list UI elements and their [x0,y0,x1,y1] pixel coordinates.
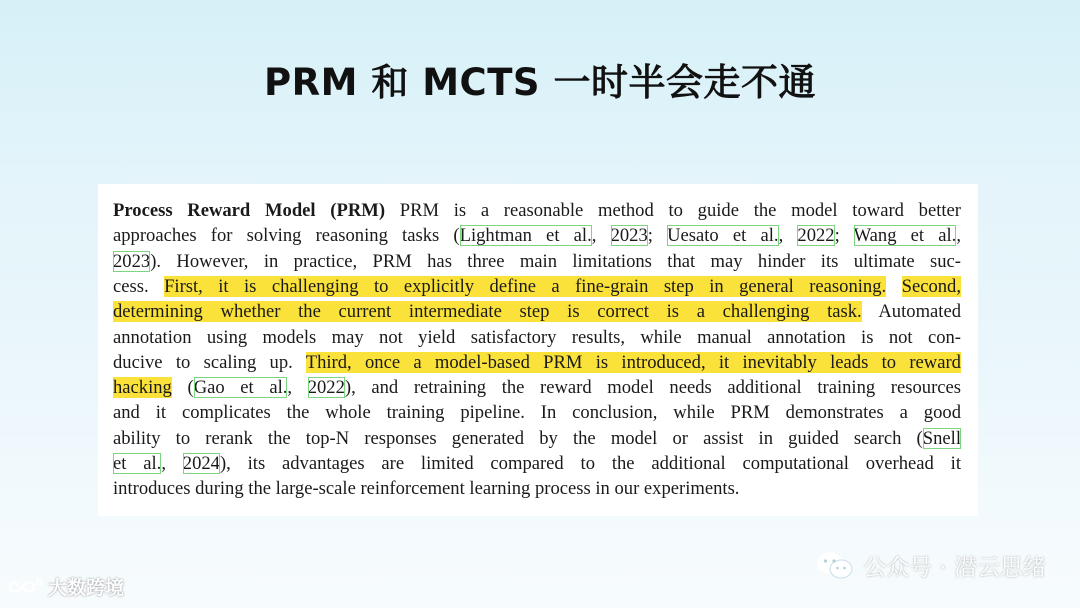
watermark-left [8,573,124,600]
body-text: , [956,225,961,247]
citation-link[interactable]: Uesato et al. [667,225,779,247]
citation-link[interactable]: 2022 [797,225,835,247]
highlighted-text: hacking [113,377,172,399]
infinity-logo-icon [8,576,44,598]
body-text: , [161,453,183,474]
wechat-icon [815,550,855,582]
excerpt-line [113,325,961,350]
excerpt-line [113,249,961,274]
citation-link[interactable]: Lightman et al. [459,225,592,247]
paragraph-heading: Process Reward Model (PRM) [113,200,386,221]
body-text: ability to rerank the top-N responses generated by the model or assist in guided search ( [113,427,923,449]
body-text: annotation using models may not yield satisfactory results, while manual annotation is not con- [113,326,961,348]
paper-excerpt [98,184,978,516]
body-text: ; [834,225,854,247]
body-text: ; [647,225,668,247]
body-text: ), its advantages are limited compared to the additional computational overhead it [219,453,961,474]
excerpt-line [113,350,961,375]
highlighted-text: Third, once a model-based PRM is introduced, it inevitably leads to reward [305,351,961,373]
excerpt-line [113,426,961,451]
excerpt-line [113,375,961,400]
citation-link[interactable]: Snell [922,427,961,449]
citation-link[interactable]: 2022 [307,377,345,399]
citation-link[interactable]: et al. [113,453,162,474]
body-text: ), and retraining the reward model needs additional training resources [344,377,962,399]
citation-link[interactable]: Gao et al. [193,377,288,399]
excerpt-line [113,274,961,299]
watermark-left-text: 大数跨境 [48,577,125,599]
slide-title: PRM 和 MCTS 一时半会走不通 [264,61,816,104]
watermark-right [815,549,1046,582]
highlighted-text: determining whether the current intermediate step is correct is a challenging task. [113,301,862,323]
watermark-right-text: 公众号 · 潜云思绪 [863,555,1046,581]
body-text: ( [171,377,194,399]
body-text: approaches for solving reasoning tasks ( [113,225,460,247]
excerpt-line [113,451,961,476]
body-text: and it complicates the whole training pipeline. In conclusion, while PRM demonstrates a good [113,402,961,424]
highlighted-text: First, it is challenging to explicitly define a fine-grain step in general reasoning. [164,275,887,297]
body-text [886,276,901,297]
body-text: ). However, in practice, PRM has three main limitations that may hinder its ultimate suc- [150,250,961,272]
excerpt-line [113,400,961,425]
body-text: , [778,225,798,247]
citation-link[interactable]: 2023 [113,250,151,272]
body-text: PRM is a reasonable method to guide the model toward better [385,200,961,221]
body-text: cess. [113,275,165,297]
citation-link[interactable]: Wang et al. [853,225,957,247]
body-text: Automated [861,301,961,323]
highlighted-text: Second, [901,275,961,297]
excerpt-line [113,198,961,223]
excerpt-line [113,476,961,501]
body-text: , [591,225,611,247]
body-text: ducive to scaling up. [113,351,306,373]
excerpt-line [113,299,961,324]
excerpt-line [113,223,961,248]
body-text: introduces during the large-scale reinforcement learning process in our experiments. [113,478,740,500]
body-text: , [287,377,308,399]
citation-link[interactable]: 2024 [182,453,220,474]
citation-link[interactable]: 2023 [610,225,648,247]
